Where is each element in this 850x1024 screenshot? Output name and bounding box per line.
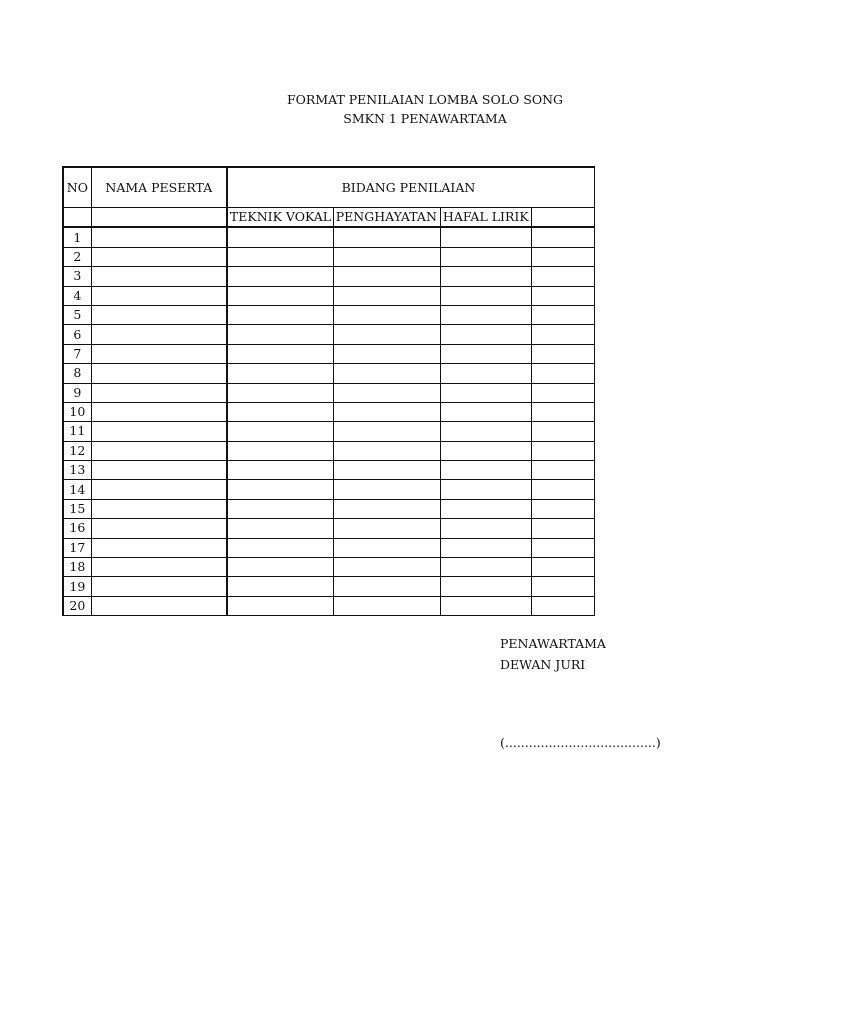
row-number: 19 xyxy=(63,577,91,596)
table-row xyxy=(63,422,595,441)
nama-peserta-cell[interactable] xyxy=(91,461,227,480)
extra-score-cell[interactable] xyxy=(532,364,595,383)
extra-score-cell[interactable] xyxy=(532,538,595,557)
table-row xyxy=(63,596,595,615)
extra-score-cell[interactable] xyxy=(532,441,595,460)
hafal-lirik-cell[interactable] xyxy=(440,325,532,344)
penghayatan-cell[interactable] xyxy=(333,402,440,421)
nama-peserta-cell[interactable] xyxy=(91,267,227,286)
table-row xyxy=(63,227,595,247)
criteria-nama-cell xyxy=(91,208,227,228)
row-number: 13 xyxy=(63,461,91,480)
row-number: 8 xyxy=(63,364,91,383)
row-number: 17 xyxy=(63,538,91,557)
criteria-penghayatan: PENGHAYATAN xyxy=(333,208,440,228)
extra-score-cell[interactable] xyxy=(532,577,595,596)
hafal-lirik-cell[interactable] xyxy=(440,364,532,383)
table-row xyxy=(63,344,595,363)
criteria-hafal-lirik: HAFAL LIRIK xyxy=(440,208,532,228)
criteria-teknik-vokal: TEKNIK VOKAL xyxy=(227,208,333,228)
row-number: 11 xyxy=(63,422,91,441)
table-row xyxy=(63,499,595,518)
row-number: 20 xyxy=(63,596,91,615)
table-row xyxy=(63,325,595,344)
table-row xyxy=(63,558,595,577)
extra-score-cell[interactable] xyxy=(532,305,595,324)
penghayatan-cell[interactable] xyxy=(333,441,440,460)
teknik-vokal-cell[interactable] xyxy=(227,441,333,460)
nama-peserta-cell[interactable] xyxy=(91,422,227,441)
penghayatan-cell[interactable] xyxy=(333,499,440,518)
row-number: 4 xyxy=(63,286,91,305)
table-row xyxy=(63,247,595,266)
footer-place: PENAWARTAMA xyxy=(500,636,606,651)
teknik-vokal-cell[interactable] xyxy=(227,558,333,577)
teknik-vokal-cell[interactable] xyxy=(227,480,333,499)
penghayatan-cell[interactable] xyxy=(333,558,440,577)
nama-peserta-cell[interactable] xyxy=(91,519,227,538)
penghayatan-cell[interactable] xyxy=(333,383,440,402)
header-nama-peserta: NAMA PESERTA xyxy=(91,167,227,208)
teknik-vokal-cell[interactable] xyxy=(227,422,333,441)
penghayatan-cell[interactable] xyxy=(333,422,440,441)
extra-score-cell[interactable] xyxy=(532,402,595,421)
extra-score-cell[interactable] xyxy=(532,596,595,615)
criteria-no-cell xyxy=(63,208,91,228)
hafal-lirik-cell[interactable] xyxy=(440,461,532,480)
penghayatan-cell[interactable] xyxy=(333,305,440,324)
hafal-lirik-cell[interactable] xyxy=(440,577,532,596)
document-title: FORMAT PENILAIAN LOMBA SOLO SONG xyxy=(286,92,563,107)
nama-peserta-cell[interactable] xyxy=(91,364,227,383)
extra-score-cell[interactable] xyxy=(532,267,595,286)
penghayatan-cell[interactable] xyxy=(333,344,440,363)
row-number: 7 xyxy=(63,344,91,363)
extra-score-cell[interactable] xyxy=(532,227,595,247)
row-number: 15 xyxy=(63,499,91,518)
teknik-vokal-cell[interactable] xyxy=(227,499,333,518)
hafal-lirik-cell[interactable] xyxy=(440,519,532,538)
table-row xyxy=(63,538,595,557)
table-row xyxy=(63,267,595,286)
row-number: 16 xyxy=(63,519,91,538)
nama-peserta-cell[interactable] xyxy=(91,402,227,421)
penghayatan-cell[interactable] xyxy=(333,538,440,557)
teknik-vokal-cell[interactable] xyxy=(227,596,333,615)
nama-peserta-cell[interactable] xyxy=(91,286,227,305)
hafal-lirik-cell[interactable] xyxy=(440,383,532,402)
extra-score-cell[interactable] xyxy=(532,499,595,518)
hafal-lirik-cell[interactable] xyxy=(440,422,532,441)
document-subtitle: SMKN 1 PENAWARTAMA xyxy=(343,111,507,126)
header-bidang-penilaian-label: BIDANG PENILAIAN xyxy=(341,179,476,195)
extra-score-cell[interactable] xyxy=(532,325,595,344)
penghayatan-cell[interactable] xyxy=(333,596,440,615)
nama-peserta-cell[interactable] xyxy=(91,325,227,344)
teknik-vokal-cell[interactable] xyxy=(227,267,333,286)
teknik-vokal-cell[interactable] xyxy=(227,364,333,383)
criteria-row xyxy=(63,208,595,228)
table-row xyxy=(63,519,595,538)
hafal-lirik-cell[interactable] xyxy=(440,596,532,615)
teknik-vokal-cell[interactable] xyxy=(227,344,333,363)
extra-score-cell[interactable] xyxy=(532,383,595,402)
teknik-vokal-cell[interactable] xyxy=(227,305,333,324)
nama-peserta-cell[interactable] xyxy=(91,499,227,518)
header-no: NO xyxy=(63,167,91,208)
teknik-vokal-cell[interactable] xyxy=(227,402,333,421)
signature-line: (......................................) xyxy=(500,735,661,750)
nama-peserta-cell[interactable] xyxy=(91,441,227,460)
extra-score-cell[interactable] xyxy=(532,480,595,499)
footer-role: DEWAN JURI xyxy=(500,657,586,672)
penghayatan-cell[interactable] xyxy=(333,577,440,596)
score-table xyxy=(62,166,595,616)
teknik-vokal-cell[interactable] xyxy=(227,247,333,266)
teknik-vokal-cell[interactable] xyxy=(227,461,333,480)
penghayatan-cell[interactable] xyxy=(333,247,440,266)
hafal-lirik-cell[interactable] xyxy=(440,441,532,460)
row-number: 10 xyxy=(63,402,91,421)
hafal-lirik-cell[interactable] xyxy=(440,402,532,421)
row-number: 12 xyxy=(63,441,91,460)
penghayatan-cell[interactable] xyxy=(333,325,440,344)
nama-peserta-cell[interactable] xyxy=(91,596,227,615)
nama-peserta-cell[interactable] xyxy=(91,247,227,266)
penghayatan-cell[interactable] xyxy=(333,519,440,538)
teknik-vokal-cell[interactable] xyxy=(227,577,333,596)
table-row xyxy=(63,402,595,421)
row-number: 2 xyxy=(63,247,91,266)
hafal-lirik-cell[interactable] xyxy=(440,286,532,305)
nama-peserta-cell[interactable] xyxy=(91,383,227,402)
table-row xyxy=(63,577,595,596)
penghayatan-cell[interactable] xyxy=(333,286,440,305)
teknik-vokal-cell[interactable] xyxy=(227,325,333,344)
table-row xyxy=(63,480,595,499)
table-header-row xyxy=(63,167,595,208)
teknik-vokal-cell[interactable] xyxy=(227,519,333,538)
criteria-extra-cell xyxy=(532,208,595,228)
nama-peserta-cell[interactable] xyxy=(91,344,227,363)
row-number: 5 xyxy=(63,305,91,324)
teknik-vokal-cell[interactable] xyxy=(227,538,333,557)
table-row xyxy=(63,383,595,402)
table-row xyxy=(63,305,595,324)
hafal-lirik-cell[interactable] xyxy=(440,227,532,247)
nama-peserta-cell[interactable] xyxy=(91,577,227,596)
penghayatan-cell[interactable] xyxy=(333,461,440,480)
table-row xyxy=(63,461,595,480)
row-number: 14 xyxy=(63,480,91,499)
teknik-vokal-cell[interactable] xyxy=(227,286,333,305)
table-row xyxy=(63,364,595,383)
penghayatan-cell[interactable] xyxy=(333,267,440,286)
penghayatan-cell[interactable] xyxy=(333,364,440,383)
hafal-lirik-cell[interactable] xyxy=(440,247,532,266)
extra-score-cell[interactable] xyxy=(532,286,595,305)
penghayatan-cell[interactable] xyxy=(333,480,440,499)
extra-score-cell[interactable] xyxy=(532,461,595,480)
teknik-vokal-cell[interactable] xyxy=(227,383,333,402)
nama-peserta-cell[interactable] xyxy=(91,480,227,499)
nama-peserta-cell[interactable] xyxy=(91,305,227,324)
table-row xyxy=(63,286,595,305)
hafal-lirik-cell[interactable] xyxy=(440,558,532,577)
table-row xyxy=(63,441,595,460)
nama-peserta-cell[interactable] xyxy=(91,558,227,577)
extra-score-cell[interactable] xyxy=(532,519,595,538)
hafal-lirik-cell[interactable] xyxy=(440,267,532,286)
nama-peserta-cell[interactable] xyxy=(91,538,227,557)
row-number: 1 xyxy=(63,227,91,247)
header-bidang-penilaian xyxy=(227,167,595,208)
hafal-lirik-cell[interactable] xyxy=(440,305,532,324)
hafal-lirik-cell[interactable] xyxy=(440,344,532,363)
hafal-lirik-cell[interactable] xyxy=(440,499,532,518)
teknik-vokal-cell[interactable] xyxy=(227,227,333,247)
row-number: 3 xyxy=(63,267,91,286)
penghayatan-cell[interactable] xyxy=(333,227,440,247)
extra-score-cell[interactable] xyxy=(532,344,595,363)
nama-peserta-cell[interactable] xyxy=(91,227,227,247)
hafal-lirik-cell[interactable] xyxy=(440,538,532,557)
extra-score-cell[interactable] xyxy=(532,422,595,441)
row-number: 18 xyxy=(63,558,91,577)
extra-score-cell[interactable] xyxy=(532,247,595,266)
row-number: 9 xyxy=(63,383,91,402)
hafal-lirik-cell[interactable] xyxy=(440,480,532,499)
extra-score-cell[interactable] xyxy=(532,558,595,577)
row-number: 6 xyxy=(63,325,91,344)
